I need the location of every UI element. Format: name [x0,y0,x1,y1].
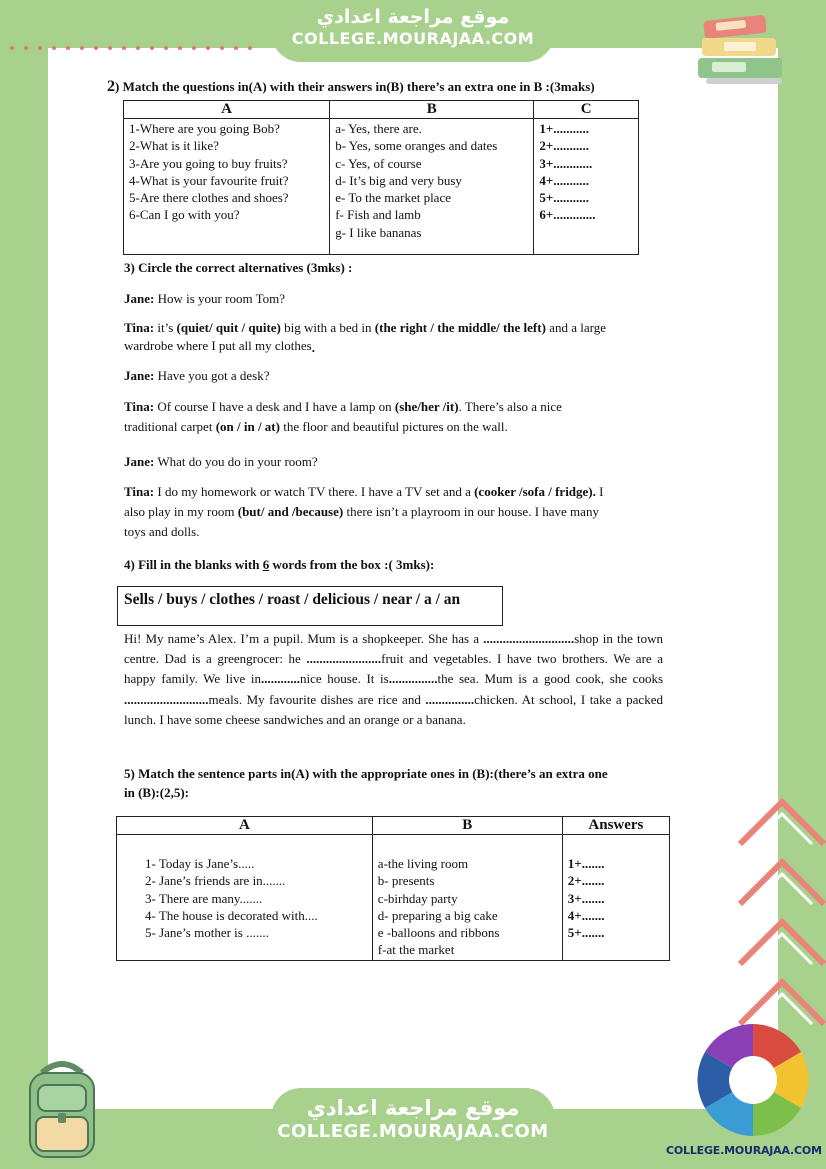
dialogue-line-3: Jane: Have you got a desk? [124,368,270,383]
section2-number: 2 [107,78,115,95]
frame-left [0,0,48,1169]
section5-header-a: A [117,817,373,835]
site-banner-bottom[interactable] [271,1088,555,1160]
decorative-dot [206,46,210,50]
backpack-illustration [12,1055,112,1160]
speaker-label: Jane: [124,291,155,306]
question-item: 4-What is your favourite fruit? [129,172,289,188]
answer-item: b- Yes, some oranges and dates [335,138,498,154]
sentence-part: 1- Today is Jane’s..... [145,856,255,871]
answer-blank[interactable]: 2+........... [539,138,589,154]
answer-blank[interactable]: 6+............. [539,207,596,223]
sentence-part: 3- There are many....... [145,890,263,906]
section2-table [123,100,639,255]
section5-table [116,816,670,961]
decorative-dot [164,46,168,50]
answer-item: a- Yes, there are. [335,121,422,136]
question-item: 1-Where are you going Bob? [129,121,280,136]
decorative-dot [24,46,28,50]
banner-arabic-title: موقع مراجعة اعدادي [316,6,510,28]
dialogue-line-1: Jane: How is your room Tom? [124,291,285,306]
chevron-decoration-icon [736,792,826,852]
decorative-dot [66,46,70,50]
answer-blank[interactable]: 5+........... [539,190,589,206]
choice-group[interactable]: (the right / the middle/ the left) [374,320,546,335]
decorative-dot [220,46,224,50]
answer-item: f- Fish and lamb [335,207,421,223]
answer-blank[interactable]: 1+........... [539,121,589,136]
banner-site-url: COLLEGE.MOURAJAA.COM [277,1121,549,1142]
section3-title: 3) Circle the correct alternatives (3mks) : [124,260,353,275]
answer-blank[interactable]: 4+....... [567,907,605,923]
decorative-dot [108,46,112,50]
decorative-dot [234,46,238,50]
answer-item: e- To the market place [335,190,451,206]
question-item: 6-Can I go with you? [129,207,240,223]
decorative-dot [52,46,56,50]
dialogue-line-6: Tina: I do my homework or watch TV there. I have a TV set and a (cooker /sofa / fridge). I also play in my room (but/ and /because) there isn’t a playroom in our house. I have many toys and dolls. [124,484,604,539]
sentence-part: 2- Jane’s friends are in....... [145,873,286,889]
fill-in-paragraph: Hi! My name’s Alex. I’m a pupil. Mum is a shopkeeper. She has a ............................shop in the town centre. Dad is a greengrocer: he .......................fruit and vegetables. I have two brothers. We are a happy family. We live in............nice house. It is...............the sea. Mum is a good cook, she cooks ..........................meals. My favourite dishes are rice and ...............chicken. At school, I take a packed lunch. I have some cheese sandwiches and an orange or a banana. [124,631,663,727]
choice-group[interactable]: (but/ and /because) [237,504,344,519]
blank-1[interactable]: ............................ [483,631,575,646]
word-box: Sells / buys / clothes / roast / delicious / near / a / an [117,586,503,626]
section2-col-b [330,119,534,255]
choice-group[interactable]: (she/her /it) [394,399,459,414]
sentence-ending: e -balloons and ribbons [377,925,500,941]
answer-blank[interactable]: 3+............ [539,155,593,171]
section2-title: ) Match the questions in(A) with their answers in(B) there’s an extra one in B :(3maks) [115,79,595,94]
choice-group[interactable]: (quiet/ quit / quite) [176,320,281,335]
sentence-part: 5- Jane’s mother is ....... [145,925,269,941]
sentence-ending: a-the living room [377,856,469,871]
decorative-dot [80,46,84,50]
site-banner-top[interactable] [271,0,555,62]
question-item: 3-Are you going to buy fruits? [129,155,288,171]
speaker-label: Jane: [124,368,155,383]
footer-site-stamp: COLLEGE.MOURAJAA.COM [666,1144,822,1157]
answer-blank[interactable]: 2+....... [567,873,605,889]
question-item: 2-What is it like? [129,138,219,154]
blank-2[interactable]: ....................... [306,651,382,667]
section5-header-b: B [372,817,562,835]
blank-4[interactable]: ............... [388,671,438,687]
speaker-label: Tina: [124,320,155,335]
speaker-label: Jane: [124,454,155,469]
choice-group[interactable]: (cooker /sofa / fridge). [474,484,596,499]
blank-6[interactable]: ............... [425,691,475,707]
books-illustration [694,10,794,90]
banner-arabic-title: موقع مراجعة اعدادي [306,1096,520,1120]
question-item: 5-Are there clothes and shoes? [129,190,289,206]
decorative-dot [38,46,42,50]
section2-header-a: A [124,101,330,119]
decorative-dot [178,46,182,50]
dialogue-line-5: Jane: What do you do in your room? [124,454,318,469]
section4-title: 4) Fill in the blanks with 6 words from the box :( 3mks): [124,557,435,572]
answer-blank[interactable]: 5+....... [567,925,605,941]
blank-3[interactable]: ............ [260,671,300,687]
answer-blank[interactable]: 1+....... [567,856,605,871]
answer-item: d- It’s big and very busy [335,172,462,188]
answer-item: c- Yes, of course [335,155,422,171]
dialogue-line-4: Tina: Of course I have a desk and I have a lamp on (she/her /it). There’s also a nice traditional carpet (on / in / at) the floor and beautiful pictures on the wall. [124,399,562,434]
section2-header-c: C [534,101,639,119]
chevron-decoration-icon [736,852,826,912]
answer-item: g- I like bananas [335,224,422,240]
sentence-ending: c-birhday party [377,890,458,906]
decorative-dot [10,46,14,50]
section2-header-b: B [330,101,534,119]
subjects-wheel-illustration [695,1022,811,1138]
section5-col-a [117,835,373,961]
decorative-dot [192,46,196,50]
decorative-dot [94,46,98,50]
decorative-dot [248,46,252,50]
chevron-decoration-icon [736,912,826,972]
sentence-part: 4- The house is decorated with.... [145,907,318,923]
section5-col-answers [562,835,669,961]
section5-header-answers: Answers [562,817,669,835]
answer-blank[interactable]: 4+........... [539,172,589,188]
speaker-label: Tina: [124,399,155,414]
section2-col-c [534,119,639,255]
sentence-ending: d- preparing a big cake [377,907,498,923]
speaker-label: Tina: [124,484,155,499]
section2-col-a [124,119,330,255]
choice-group[interactable]: (on / in / at) [215,419,280,434]
decorative-dot [122,46,126,50]
blank-5[interactable]: .......................... [124,691,209,707]
sentence-ending: f-at the market [377,942,455,958]
dialogue-line-2: Tina: it’s (quiet/ quit / quite) big with a bed in (the right / the middle/ the left) and a large wardrobe where I put all my clothes. [124,320,606,355]
answer-blank[interactable]: 3+....... [567,890,605,906]
banner-site-url: COLLEGE.MOURAJAA.COM [291,29,535,48]
section5-col-b [372,835,562,961]
section5-title: 5) Match the sentence parts in(A) with the appropriate ones in (B):(there’s an extra one in (B):(2,5): [124,766,608,800]
decorative-dot [150,46,154,50]
sentence-ending: b- presents [377,873,435,889]
decorative-dot [136,46,140,50]
